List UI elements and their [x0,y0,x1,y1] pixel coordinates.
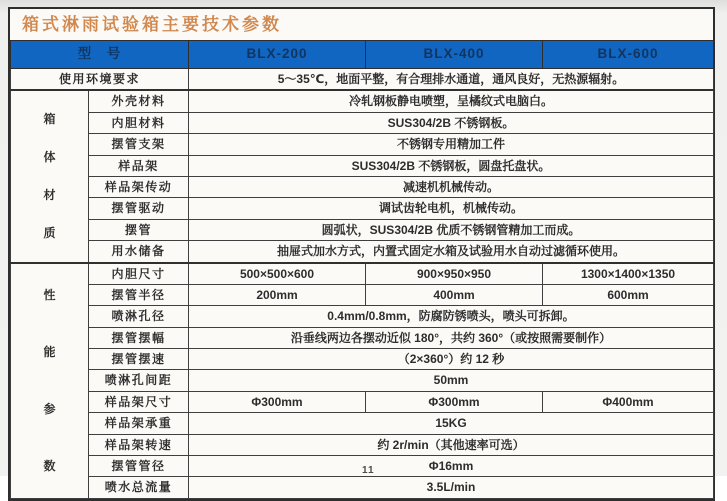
param-value: （2×360°）约 12 秒 [189,349,714,370]
param-label: 外壳材料 [89,90,189,112]
param-label: 摆管支架 [89,134,189,155]
param-label: 用水储备 [89,241,189,263]
row-sample-rack-drive [11,176,714,197]
param-value: 5～35℃，地面平整，有合理排水通道，通风良好，无热源辐射。 [189,69,714,91]
section-label-cabinet-material [11,90,89,262]
row-sample-rack-size [11,391,714,412]
param-label: 摆管管径 [89,456,189,477]
param-label: 喷淋孔径 [89,306,189,327]
param-label: 样品架尺寸 [89,391,189,412]
param-value-blx400: Φ300mm [366,391,543,412]
row-liner-material [11,112,714,133]
row-swing-speed [11,349,714,370]
param-value: SUS304/2B 不锈钢板。 [189,112,714,133]
row-total-spray-flow [11,477,714,498]
row-sample-rack [11,155,714,176]
header-model-blx200: BLX-200 [189,41,366,69]
param-label: 样品架承重 [89,413,189,434]
spec-grid [10,40,714,499]
param-value: 0.4mm/0.8mm，防腐防锈喷头，喷头可拆卸。 [189,306,714,327]
row-water-reserve [11,241,714,263]
vertical-label: 箱 体 材 质 [43,112,56,241]
param-value: 圆弧状，SUS304/2B 优质不锈钢管精加工而成。 [189,219,714,240]
param-label: 样品架 [89,155,189,176]
row-swing-pipe-bracket [11,134,714,155]
param-value-blx200: Φ300mm [189,391,366,412]
param-label: 使用环境要求 [11,69,189,91]
param-value: 抽屉式加水方式，内置式固定水箱及试验用水自动过滤循环使用。 [189,241,714,263]
row-spray-hole-spacing [11,370,714,391]
param-value-blx400: 900×950×950 [366,263,543,285]
param-label: 样品架转速 [89,434,189,455]
param-value: 3.5L/min [189,477,714,498]
param-label: 内胆尺寸 [89,263,189,285]
row-environment [11,69,714,91]
param-label: 摆管半径 [89,284,189,305]
param-value: 50mm [189,370,714,391]
page-number: 11 [362,465,375,476]
param-value-blx600: 600mm [543,284,714,305]
param-label: 摆管摆幅 [89,327,189,348]
row-swing-pipe-drive [11,198,714,219]
header-model-blx400: BLX-400 [366,41,543,69]
spec-table [8,7,715,501]
param-value-blx400: 400mm [366,284,543,305]
param-value-blx600: 1300×1400×1350 [543,263,714,285]
param-label: 喷水总流量 [89,477,189,498]
header-model-blx600: BLX-600 [543,41,714,69]
row-sample-rack-rotation [11,434,714,455]
param-label: 摆管摆速 [89,349,189,370]
param-value-blx600: Φ400mm [543,391,714,412]
param-label: 喷淋孔间距 [89,370,189,391]
param-value: 冷轧钢板静电喷塑，呈橘纹式电脑白。 [189,90,714,112]
row-shell-material [11,90,714,112]
param-value: 约 2r/min（其他速率可选） [189,434,714,455]
param-value: 调试齿轮电机，机械传动。 [189,198,714,219]
param-value: 减速机机械传动。 [189,176,714,197]
section-label-performance-params [11,263,89,499]
param-value: 15KG [189,413,714,434]
row-liner-size [11,263,714,285]
param-label: 内胆材料 [89,112,189,133]
param-value: Φ16mm [189,456,714,477]
model-header-row [11,41,714,69]
param-label: 摆管驱动 [89,198,189,219]
param-value: 不锈钢专用精加工件 [189,134,714,155]
table-title: 箱式淋雨试验箱主要技术参数 [10,9,713,40]
param-value-blx200: 500×500×600 [189,263,366,285]
param-label: 摆管 [89,219,189,240]
row-sample-rack-load [11,413,714,434]
header-model-label: 型 号 [11,41,189,69]
row-spray-hole-diameter [11,306,714,327]
param-value: 沿垂线两边各摆动近似 180°，共约 360°（或按照需要制作） [189,327,714,348]
row-swing-amplitude [11,327,714,348]
param-label: 样品架传动 [89,176,189,197]
row-swing-pipe [11,219,714,240]
param-value-blx200: 200mm [189,284,366,305]
param-value: SUS304/2B 不锈钢板，圆盘托盘状。 [189,155,714,176]
row-swing-pipe-radius [11,284,714,305]
vertical-label: 性 能 参 数 [43,287,56,474]
